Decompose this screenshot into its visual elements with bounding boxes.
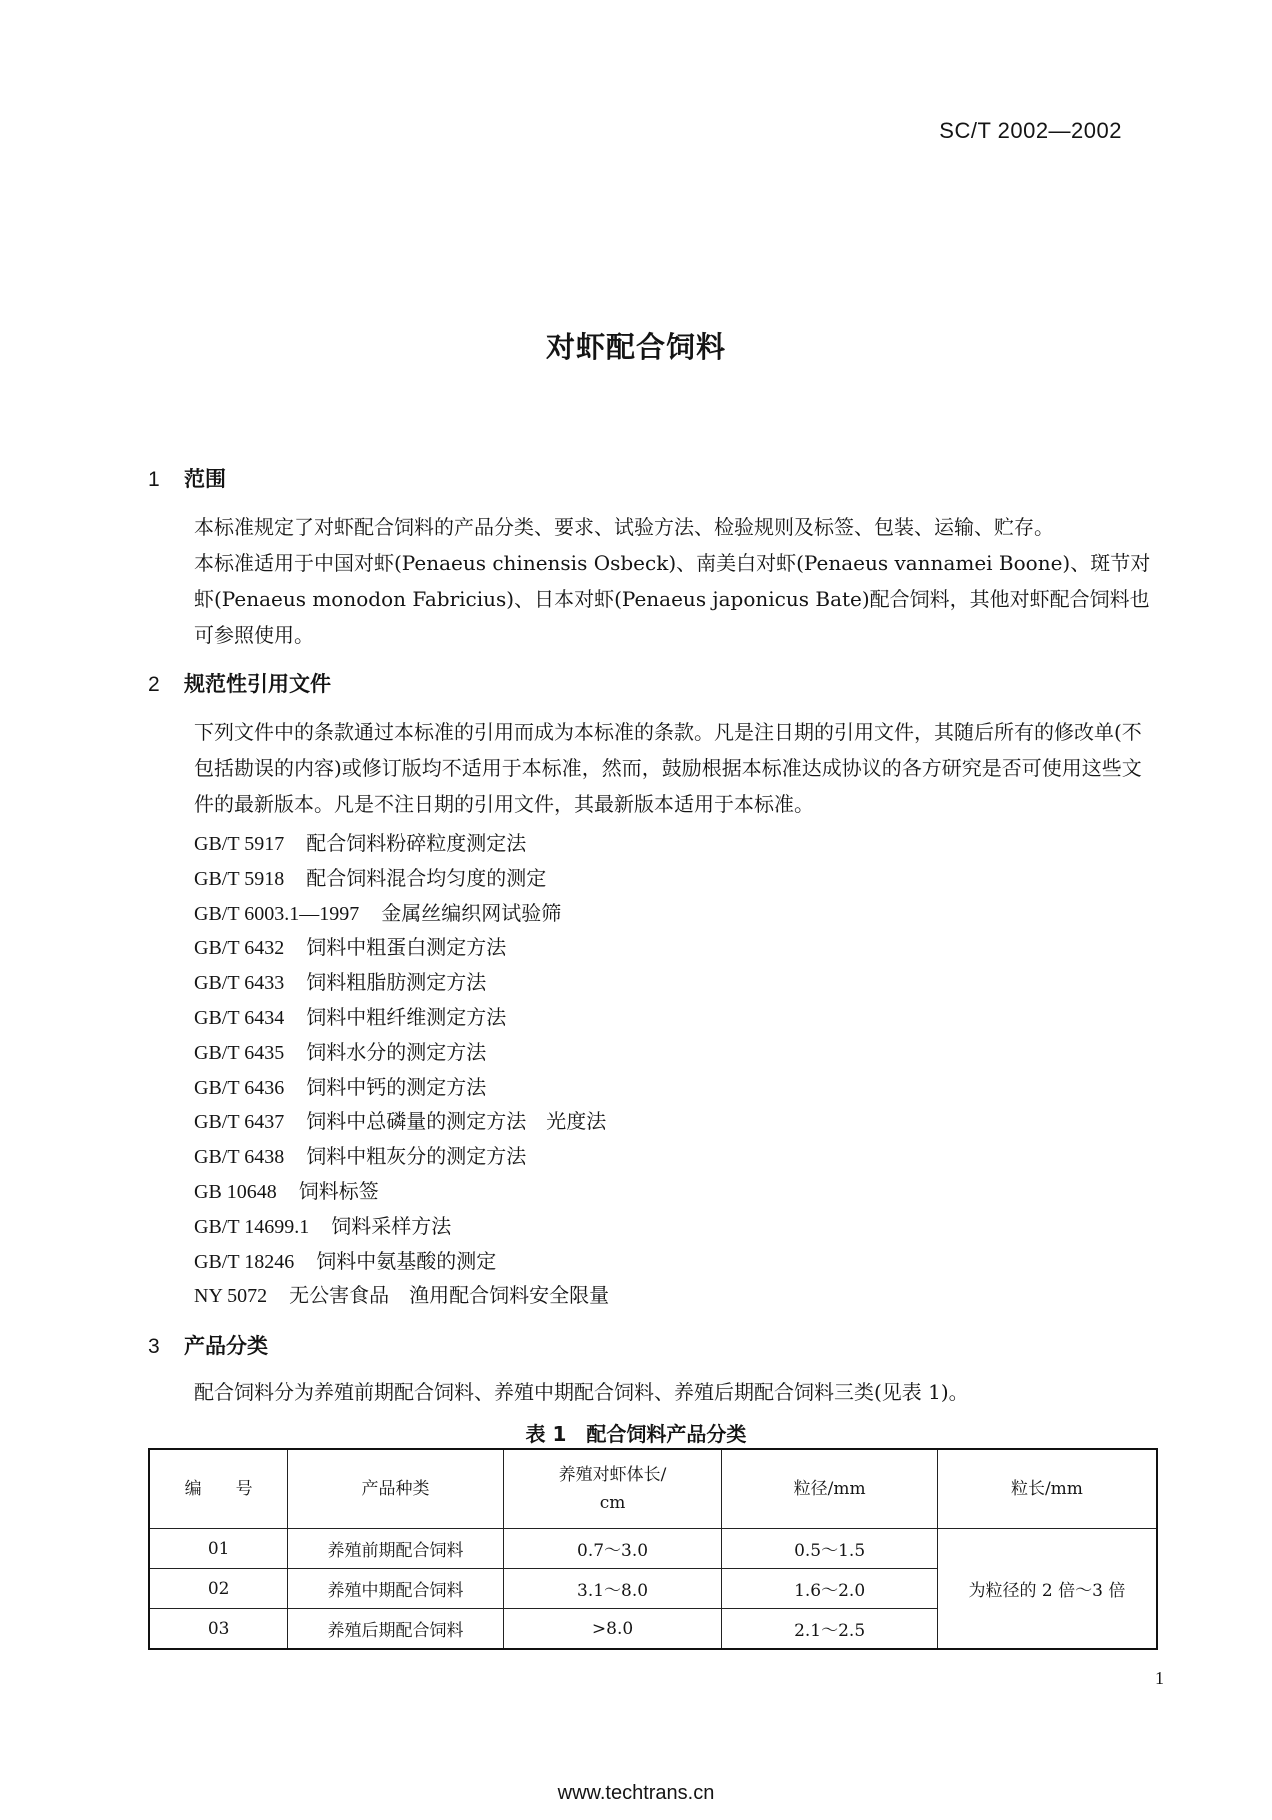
header-shrimp-length-label: 养殖对虾体长/	[558, 1465, 667, 1485]
reference-name: 饲料中钙的测定方法	[306, 1074, 487, 1099]
reference-name: 饲料采样方法	[331, 1213, 452, 1238]
header-id: 编 号	[149, 1449, 288, 1529]
cell-diameter: 2.1～2.5	[722, 1609, 938, 1650]
reference-code: GB/T 5918	[194, 867, 285, 890]
reference-item	[194, 1104, 609, 1139]
product-classification-table	[148, 1448, 1158, 1650]
reference-item	[194, 1000, 609, 1035]
section-2-paragraph-1	[148, 714, 1158, 822]
footer-url[interactable]: www.techtrans.cn	[557, 1782, 715, 1804]
section-title: 规范性引用文件	[184, 672, 331, 696]
cell-length: >8.0	[503, 1609, 722, 1650]
table-header-row	[149, 1449, 1157, 1529]
header-shrimp-length	[503, 1449, 722, 1529]
reference-name: 饲料水分的测定方法	[306, 1039, 487, 1064]
reference-code: GB/T 6435	[194, 1041, 285, 1064]
reference-code: GB/T 6434	[194, 1006, 285, 1029]
reference-item	[194, 826, 609, 861]
reference-code: GB/T 14699.1	[194, 1215, 310, 1238]
reference-item	[194, 1174, 609, 1209]
reference-name: 饲料标签	[298, 1178, 379, 1203]
header-product-type: 产品种类	[288, 1449, 503, 1529]
reference-item	[194, 1070, 609, 1105]
reference-name: 饲料中粗纤维测定方法	[306, 1004, 507, 1029]
reference-code: GB/T 18246	[194, 1250, 295, 1273]
reference-code: GB/T 6438	[194, 1146, 285, 1169]
standard-code: SC/T 2002—2002	[939, 118, 1122, 143]
reference-code: GB/T 6433	[194, 972, 285, 995]
cell-length: 0.7～3.0	[503, 1529, 722, 1569]
section-1-heading	[148, 463, 226, 493]
cell-diameter: 1.6～2.0	[722, 1569, 938, 1609]
reference-code: GB/T 6432	[194, 937, 285, 960]
reference-code: GB/T 6436	[194, 1076, 285, 1099]
reference-item	[194, 1139, 609, 1174]
section-title: 范围	[184, 467, 226, 491]
page-number: 1	[1155, 1668, 1164, 1688]
header-grain-length: 粒长/mm	[937, 1449, 1157, 1529]
reference-code: GB/T 5917	[194, 833, 285, 855]
section-1-paragraph-1	[148, 509, 1158, 545]
cell-id: 01	[149, 1529, 288, 1569]
section-2-heading	[148, 668, 331, 698]
cell-diameter: 0.5～1.5	[722, 1529, 938, 1569]
reference-name: 饲料中总磷量的测定方法 光度法	[306, 1109, 607, 1134]
reference-name: 饲料中粗灰分的测定方法	[306, 1144, 527, 1169]
reference-name: 饲料粗脂肪测定方法	[306, 970, 487, 995]
reference-item	[194, 1278, 609, 1313]
table-row	[149, 1529, 1157, 1569]
cell-type: 养殖前期配合饲料	[288, 1529, 503, 1569]
reference-name: 饲料中氨基酸的测定	[316, 1248, 497, 1273]
reference-name: 无公害食品 渔用配合饲料安全限量	[289, 1283, 610, 1308]
header-diameter: 粒径/mm	[722, 1449, 938, 1529]
paragraph-text: 下列文件中的条款通过本标准的引用而成为本标准的条款。凡是注日期的引用文件，其随后所有的修改单(不包括勘误的内容)或修订版均不适用于本标准，然而，鼓励根据本标准达成协议的各方研究是否可使用这些文件的最新版本。凡是不注日期的引用文件，其最新版本适用于本标准。	[194, 720, 1142, 816]
cell-length: 3.1～8.0	[503, 1569, 722, 1609]
cell-type: 养殖后期配合饲料	[288, 1609, 503, 1650]
reference-name: 配合饲料粉碎粒度测定法	[306, 831, 527, 855]
reference-item	[194, 965, 609, 1000]
section-number: 3	[148, 1335, 160, 1358]
paragraph-text: 配合饲料分为养殖前期配合饲料、养殖中期配合饲料、养殖后期配合饲料三类(见表 1)。	[194, 1380, 969, 1404]
reference-item	[194, 1244, 609, 1279]
reference-item	[194, 896, 609, 931]
table-caption: 表 1 配合饲料产品分类	[525, 1422, 747, 1446]
reference-code: GB 10648	[194, 1180, 277, 1203]
reference-code: GB/T 6003.1—1997	[194, 902, 360, 925]
cell-type: 养殖中期配合饲料	[288, 1569, 503, 1609]
reference-list	[194, 826, 609, 1313]
paragraph-text: 本标准适用于中国对虾(Penaeus chinensis Osbeck)、南美白对虾(Penaeus vannamei Boone)、斑节对虾(Penaeus monodon Fabricius)、日本对虾(Penaeus japonicus Bate)配合饲料，其他对虾配合饲料也可参照使用。	[194, 551, 1151, 647]
reference-name: 金属丝编织网试验筛	[381, 900, 562, 925]
section-3-heading	[148, 1330, 268, 1360]
cell-id: 02	[149, 1569, 288, 1609]
reference-item	[194, 861, 609, 896]
cell-id: 03	[149, 1609, 288, 1650]
page-title: 对虾配合饲料	[545, 330, 726, 364]
section-3-paragraph-1	[148, 1374, 1158, 1410]
reference-item	[194, 1035, 609, 1070]
reference-item	[194, 1209, 609, 1244]
section-number: 2	[148, 673, 160, 696]
paragraph-text: 本标准规定了对虾配合饲料的产品分类、要求、试验方法、检验规则及标签、包装、运输、贮存。	[194, 515, 1054, 539]
cell-grain-length-merged: 为粒径的 2 倍～3 倍	[937, 1529, 1157, 1650]
section-number: 1	[148, 468, 160, 491]
reference-item	[194, 930, 609, 965]
header-shrimp-length-unit: cm	[599, 1493, 626, 1513]
reference-name: 配合饲料混合均匀度的测定	[306, 865, 547, 890]
reference-code: NY 5072	[194, 1285, 268, 1308]
section-title: 产品分类	[184, 1334, 268, 1358]
reference-code: GB/T 6437	[194, 1111, 285, 1134]
section-1-paragraph-2	[148, 545, 1158, 653]
reference-name: 饲料中粗蛋白测定方法	[306, 935, 507, 960]
